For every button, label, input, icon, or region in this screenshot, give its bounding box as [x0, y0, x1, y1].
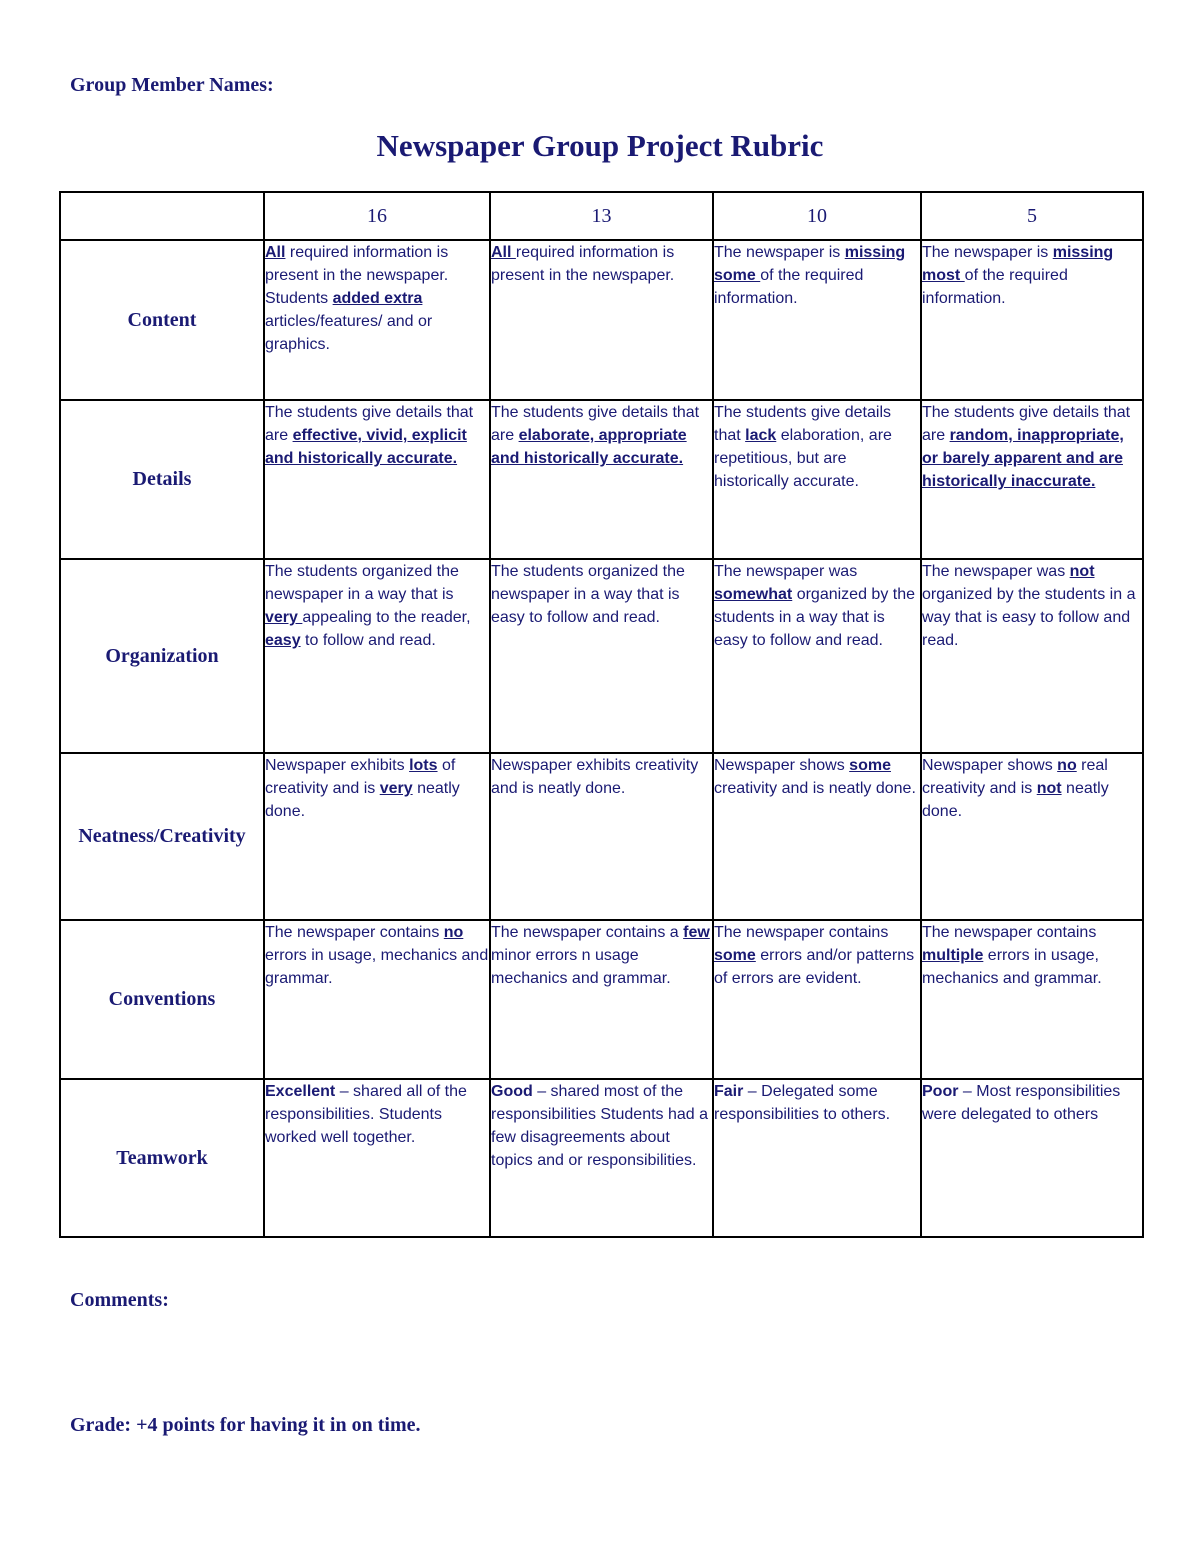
- rubric-cell: Excellent – shared all of the responsibilities. Students worked well together.: [264, 1079, 490, 1237]
- rubric-cell: The students give details that are effective, vivid, explicit and historically accurate.: [264, 400, 490, 559]
- rubric-cell: The newspaper contains no errors in usage, mechanics and grammar.: [264, 920, 490, 1079]
- grade-note: Grade: +4 points for having it in on time.: [70, 1414, 421, 1436]
- score-header-row: [60, 192, 1143, 240]
- rubric-cell: The newspaper is missing some of the required information.: [713, 240, 921, 400]
- rubric-table: [59, 191, 1144, 1238]
- page-title: Newspaper Group Project Rubric: [376, 128, 824, 163]
- criterion-label: Details: [60, 400, 264, 559]
- rubric-row-organization: [60, 559, 1143, 753]
- rubric-cell: Newspaper shows some creativity and is neatly done.: [713, 753, 921, 920]
- rubric-cell: The newspaper contains multiple errors in usage, mechanics and grammar.: [921, 920, 1143, 1079]
- score-header: 10: [713, 192, 921, 240]
- header-corner-cell: [60, 192, 264, 240]
- rubric-cell: All required information is present in the newspaper.: [490, 240, 713, 400]
- rubric-row-content: [60, 240, 1143, 400]
- rubric-cell: The newspaper was not organized by the students in a way that is easy to follow and read.: [921, 559, 1143, 753]
- rubric-cell: The newspaper contains some errors and/or patterns of errors are evident.: [713, 920, 921, 1079]
- criterion-label: Neatness/Creativity: [60, 753, 264, 920]
- rubric-cell: Fair – Delegated some responsibilities to others.: [713, 1079, 921, 1237]
- rubric-row-details: [60, 400, 1143, 559]
- comments-label: Comments:: [70, 1289, 169, 1311]
- rubric-cell: Newspaper shows no real creativity and is not neatly done.: [921, 753, 1143, 920]
- rubric-cell: All required information is present in the newspaper. Students added extra articles/features/ and or graphics.: [264, 240, 490, 400]
- rubric-cell: Newspaper exhibits lots of creativity and is very neatly done.: [264, 753, 490, 920]
- rubric-cell: Poor – Most responsibilities were delegated to others: [921, 1079, 1143, 1237]
- criterion-label: Organization: [60, 559, 264, 753]
- rubric-cell: The students organized the newspaper in a way that is easy to follow and read.: [490, 559, 713, 753]
- group-member-names-label: Group Member Names:: [70, 74, 274, 96]
- rubric-cell: The students give details that are random, inappropriate, or barely apparent and are historically inaccurate.: [921, 400, 1143, 559]
- rubric-cell: Newspaper exhibits creativity and is neatly done.: [490, 753, 713, 920]
- criterion-label: Content: [60, 240, 264, 400]
- rubric-row-conventions: [60, 920, 1143, 1079]
- criterion-label: Conventions: [60, 920, 264, 1079]
- rubric-cell: The students give details that are elaborate, appropriate and historically accurate.: [490, 400, 713, 559]
- rubric-cell: Good – shared most of the responsibilities Students had a few disagreements about topics and or responsibilities.: [490, 1079, 713, 1237]
- rubric-cell: The students organized the newspaper in a way that is very appealing to the reader, easy to follow and read.: [264, 559, 490, 753]
- rubric-cell: The newspaper contains a few minor errors n usage mechanics and grammar.: [490, 920, 713, 1079]
- rubric-cell: The newspaper was somewhat organized by the students in a way that is easy to follow and read.: [713, 559, 921, 753]
- score-header: 5: [921, 192, 1143, 240]
- score-header: 16: [264, 192, 490, 240]
- rubric-row-teamwork: [60, 1079, 1143, 1237]
- criterion-label: Teamwork: [60, 1079, 264, 1237]
- rubric-cell: The newspaper is missing most of the required information.: [921, 240, 1143, 400]
- rubric-row-neatness-creativity: [60, 753, 1143, 920]
- score-header: 13: [490, 192, 713, 240]
- rubric-cell: The students give details that lack elaboration, are repetitious, but are historically accurate.: [713, 400, 921, 559]
